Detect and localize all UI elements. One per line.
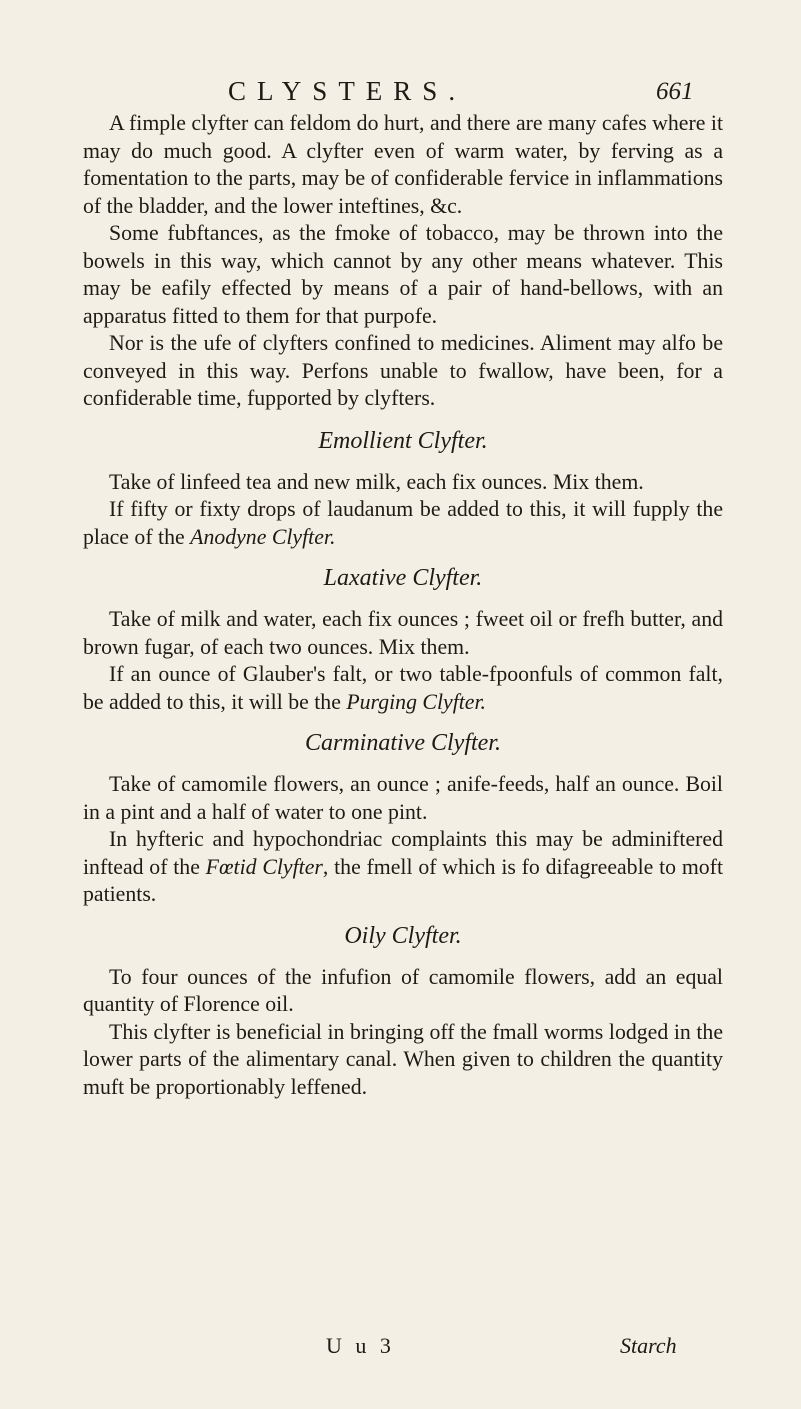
catchword: Starch bbox=[620, 1333, 677, 1358]
section-heading-emollient: Emollient Clyfter. bbox=[318, 427, 488, 454]
paragraph: A fimple clyfter can feldom do hurt, and there are many cafes where it may do much good. A clyfter even of warm water, by ferving as a fomentation to the parts, may be of confiderable fervice in inflammations of the bladder, and the lower inteftines, &c. bbox=[83, 111, 723, 218]
paragraph-text: If an ounce of Glauber's falt, or two table-fpoonfuls of common falt, be added to this, it will be the bbox=[83, 662, 723, 714]
paragraph: Take of linfeed tea and new milk, each fix ounces. Mix them. bbox=[109, 469, 644, 494]
paragraph bbox=[83, 496, 723, 551]
page-number: 661 bbox=[656, 78, 694, 105]
paragraph-text: In hyfteric and hypochondriac complaints this may be adminiftered inftead of the bbox=[83, 827, 723, 879]
paragraph: Nor is the ufe of clyfters confined to medicines. Aliment may alfo be conveyed in this way. Perfons unable to fwallow, have been, for a confiderable time, fupported by clyfters. bbox=[83, 331, 723, 410]
italic-term: Fœtid Clyfter bbox=[205, 854, 323, 879]
paragraph bbox=[83, 826, 723, 909]
paragraph: Take of milk and water, each fix ounces ; fweet oil or frefh butter, and brown fugar, of each two ounces. Mix them. bbox=[83, 607, 723, 659]
paragraph bbox=[83, 661, 723, 716]
paragraph: Some fubftances, as the fmoke of tobacco, may be thrown into the bowels in this way, which cannot by any other means whatever. This may be eafily effected by means of a pair of hand-bellows, with an apparatus fitted to them for that purpofe. bbox=[83, 221, 723, 328]
paragraph: This clyfter is beneficial in bringing off the fmall worms lodged in the lower parts of the alimentary canal. When given to children the quantity muft be proportionably leffened. bbox=[83, 1019, 723, 1099]
paragraph: To four ounces of the infufion of camomile flowers, add an equal quantity of Florence oil. bbox=[83, 964, 723, 1016]
page-header bbox=[0, 70, 801, 110]
paragraph: Take of camomile flowers, an ounce ; anife-feeds, half an ounce. Boil in a pint and a half of water to one pint. bbox=[83, 772, 723, 824]
italic-term: Purging Clyfter. bbox=[346, 689, 487, 714]
running-title: CLYSTERS. bbox=[228, 76, 467, 106]
paragraph-text: If fifty or fixty drops of laudanum be added to this, it will fupply the place of the bbox=[83, 497, 723, 549]
section-heading-oily: Oily Clyfter. bbox=[344, 922, 462, 949]
page-footer bbox=[0, 1333, 801, 1363]
paragraph-text: , the fmell of which is fo difagreeable to moft patients. bbox=[83, 854, 723, 906]
body-text bbox=[83, 110, 723, 1101]
section-heading-laxative: Laxative Clyfter. bbox=[323, 565, 483, 591]
italic-term: Anodyne Clyfter. bbox=[190, 524, 336, 549]
signature-mark: U u 3 bbox=[326, 1333, 395, 1358]
section-heading-carminative: Carminative Clyfter. bbox=[305, 730, 501, 756]
